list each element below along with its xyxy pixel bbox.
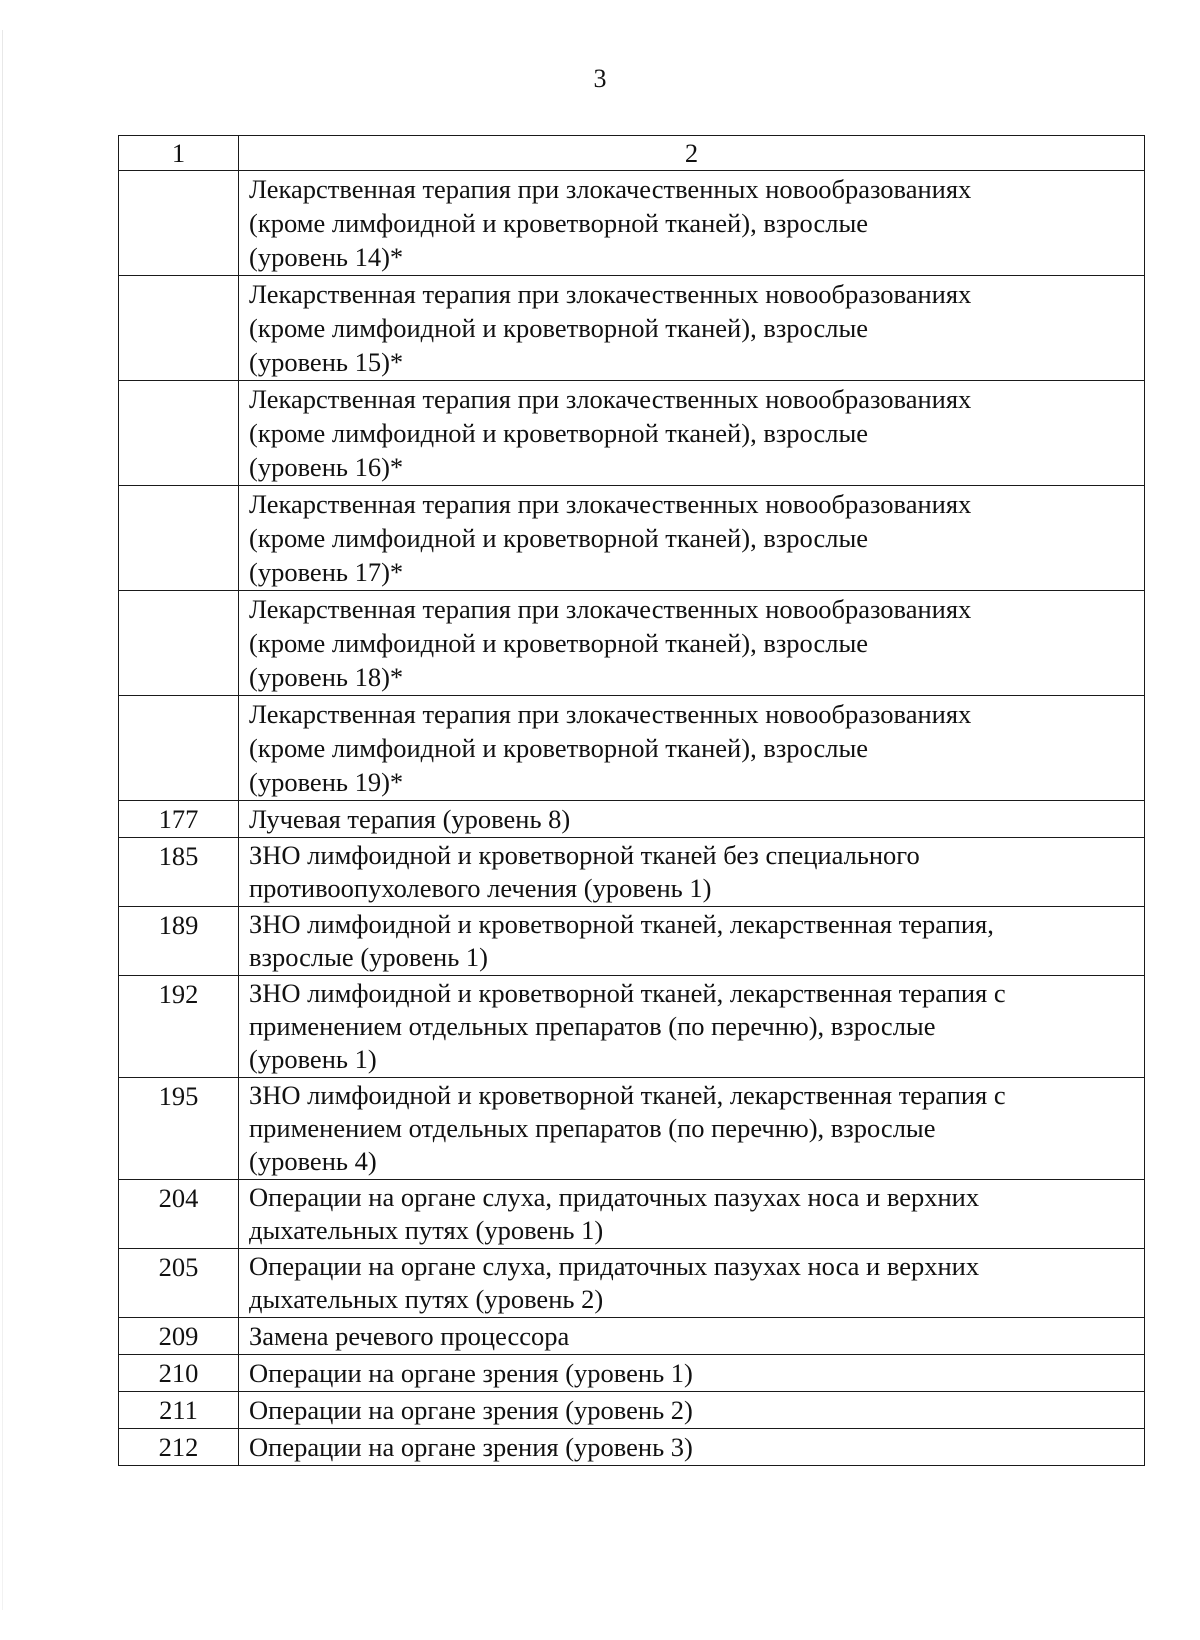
row-name-line: Лекарственная терапия при злокачественных новообразованиях <box>249 279 972 309</box>
row-name-line: применением отдельных препаратов (по перечню), взрослые <box>249 1113 936 1143</box>
row-number-cell: 204 <box>119 1180 239 1249</box>
row-name-line: противоопухолевого лечения (уровень 1) <box>249 873 712 903</box>
scan-edge-mark <box>2 30 3 1610</box>
table-row <box>119 1355 1145 1392</box>
row-name-line: дыхательных путях (уровень 1) <box>249 1215 604 1245</box>
row-name-line: Замена речевого процессора <box>249 1321 570 1351</box>
row-number-cell <box>119 276 239 381</box>
row-name-line: ЗНО лимфоидной и кроветворной тканей, лекарственная терапия с <box>249 1080 1006 1110</box>
row-name-line: (уровень 14)* <box>249 242 404 272</box>
row-name-line: Лекарственная терапия при злокачественных новообразованиях <box>249 489 972 519</box>
table-row <box>119 591 1145 696</box>
row-number-cell <box>119 486 239 591</box>
row-number-cell: 195 <box>119 1078 239 1180</box>
table-header <box>119 136 1145 171</box>
row-number-cell: 192 <box>119 976 239 1078</box>
row-name-cell <box>239 276 1145 381</box>
row-number-cell <box>119 381 239 486</box>
row-number-cell: 189 <box>119 907 239 976</box>
row-name-line: применением отдельных препаратов (по перечню), взрослые <box>249 1011 936 1041</box>
row-name-line: Операции на органе зрения (уровень 3) <box>249 1432 693 1462</box>
row-name-line: (уровень 1) <box>249 1044 377 1074</box>
row-name-line: Лекарственная терапия при злокачественных новообразованиях <box>249 384 972 414</box>
row-name-line: (уровень 16)* <box>249 452 404 482</box>
row-name-line: ЗНО лимфоидной и кроветворной тканей, лекарственная терапия, <box>249 909 994 939</box>
row-name-cell <box>239 1392 1145 1429</box>
row-name-cell <box>239 838 1145 907</box>
row-name-cell <box>239 1318 1145 1355</box>
row-number-cell: 211 <box>119 1392 239 1429</box>
table-row <box>119 276 1145 381</box>
header-col-1: 1 <box>119 136 239 171</box>
row-name-line: (кроме лимфоидной и кроветворной тканей), взрослые <box>249 208 869 238</box>
row-number-cell: 209 <box>119 1318 239 1355</box>
table-row <box>119 838 1145 907</box>
row-name-cell <box>239 907 1145 976</box>
row-name-line: (уровень 19)* <box>249 767 404 797</box>
table-row <box>119 1180 1145 1249</box>
row-name-line: (кроме лимфоидной и кроветворной тканей), взрослые <box>249 523 869 553</box>
row-name-cell <box>239 486 1145 591</box>
table-row <box>119 1318 1145 1355</box>
row-name-line: Лекарственная терапия при злокачественных новообразованиях <box>249 699 972 729</box>
row-name-line: Операции на органе зрения (уровень 1) <box>249 1358 693 1388</box>
row-name-line: взрослые (уровень 1) <box>249 942 488 972</box>
row-name-cell <box>239 976 1145 1078</box>
row-name-line: Лекарственная терапия при злокачественных новообразованиях <box>249 174 972 204</box>
row-name-line: Лучевая терапия (уровень 8) <box>249 804 571 834</box>
row-number-cell <box>119 171 239 276</box>
table-body <box>119 171 1145 1466</box>
table-row <box>119 1429 1145 1466</box>
row-name-line: (кроме лимфоидной и кроветворной тканей), взрослые <box>249 418 869 448</box>
row-name-cell <box>239 1429 1145 1466</box>
row-number-cell <box>119 591 239 696</box>
row-name-line: (уровень 4) <box>249 1146 377 1176</box>
row-name-line: (уровень 15)* <box>249 347 404 377</box>
row-name-line: (кроме лимфоидной и кроветворной тканей), взрослые <box>249 628 869 658</box>
row-name-line: (уровень 18)* <box>249 662 404 692</box>
table-row <box>119 907 1145 976</box>
row-number-cell: 177 <box>119 801 239 838</box>
row-name-cell <box>239 696 1145 801</box>
page-number: 3 <box>593 64 607 93</box>
row-name-line: Операции на органе слуха, придаточных пазухах носа и верхних <box>249 1251 980 1281</box>
row-name-cell <box>239 381 1145 486</box>
row-name-cell <box>239 1078 1145 1180</box>
table-row <box>119 1249 1145 1318</box>
row-name-line: ЗНО лимфоидной и кроветворной тканей, лекарственная терапия с <box>249 978 1006 1008</box>
row-number-cell: 185 <box>119 838 239 907</box>
row-name-line: ЗНО лимфоидной и кроветворной тканей без специального <box>249 840 920 870</box>
row-name-cell <box>239 1355 1145 1392</box>
row-name-cell <box>239 1180 1145 1249</box>
row-name-cell <box>239 1249 1145 1318</box>
row-name-line: (кроме лимфоидной и кроветворной тканей), взрослые <box>249 733 869 763</box>
row-name-line: Лекарственная терапия при злокачественных новообразованиях <box>249 594 972 624</box>
table-row <box>119 486 1145 591</box>
row-number-cell: 205 <box>119 1249 239 1318</box>
row-number-cell: 212 <box>119 1429 239 1466</box>
row-name-line: дыхательных путях (уровень 2) <box>249 1284 604 1314</box>
table-row <box>119 696 1145 801</box>
row-name-cell <box>239 171 1145 276</box>
table-row <box>119 1078 1145 1180</box>
row-name-line: Операции на органе слуха, придаточных пазухах носа и верхних <box>249 1182 980 1212</box>
services-table <box>118 135 1145 1466</box>
row-name-line: Операции на органе зрения (уровень 2) <box>249 1395 693 1425</box>
row-number-cell <box>119 696 239 801</box>
table-row <box>119 171 1145 276</box>
row-name-line: (кроме лимфоидной и кроветворной тканей), взрослые <box>249 313 869 343</box>
table-row <box>119 976 1145 1078</box>
row-name-line: (уровень 17)* <box>249 557 404 587</box>
table-row <box>119 801 1145 838</box>
row-number-cell: 210 <box>119 1355 239 1392</box>
row-name-cell <box>239 801 1145 838</box>
table-header-row <box>119 136 1145 171</box>
header-col-2: 2 <box>239 136 1145 171</box>
row-name-cell <box>239 591 1145 696</box>
table-row <box>119 381 1145 486</box>
table-row <box>119 1392 1145 1429</box>
